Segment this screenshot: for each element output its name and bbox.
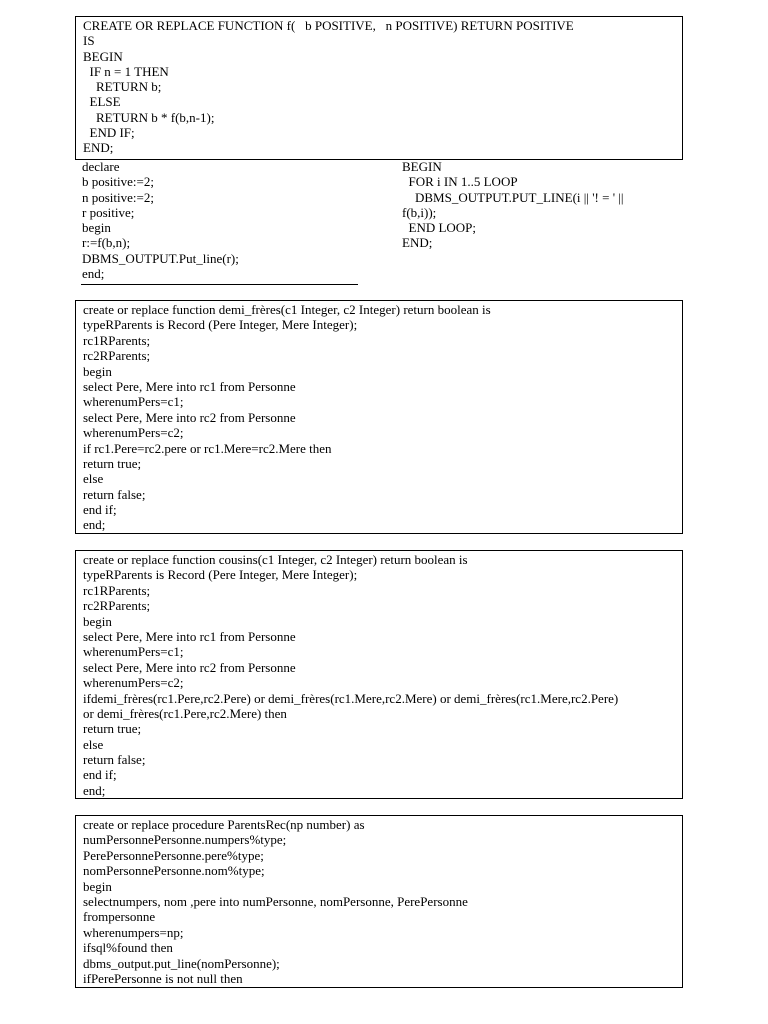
code-line: begin	[83, 878, 112, 894]
code-line: RETURN b * f(b,n-1);	[83, 109, 215, 125]
code-line: IF n = 1 THEN	[83, 63, 169, 79]
code-line: CREATE OR REPLACE FUNCTION f( b POSITIVE, n POSITIVE) RETURN POSITIVE	[83, 18, 574, 33]
code-line: begin	[83, 613, 112, 629]
code-line: select Pere, Mere into rc1 from Personne	[83, 378, 296, 394]
code-line: select Pere, Mere into rc1 from Personne	[83, 628, 296, 644]
code-line: return false;	[83, 486, 146, 502]
code-line: wherenumPers=c1;	[83, 394, 184, 410]
code-line: if rc1.Pere=rc2.pere or rc1.Mere=rc2.Mere then	[83, 440, 332, 456]
code-line: select Pere, Mere into rc2 from Personne	[83, 409, 296, 425]
code-line: declare	[82, 159, 120, 174]
loop-block-code	[402, 159, 692, 251]
code-line: create or replace procedure ParentsRec(np number) as	[83, 817, 365, 832]
function-cousins-code-box	[75, 550, 683, 799]
code-line: return false;	[83, 752, 146, 768]
code-lines	[402, 159, 692, 251]
code-line: numPersonnePersonne.numpers%type;	[83, 832, 287, 848]
code-line: wherenumPers=c1;	[83, 644, 184, 660]
code-line: f(b,i));	[402, 204, 437, 220]
code-line: END IF;	[83, 125, 135, 141]
code-line: begin	[82, 220, 111, 236]
code-line: rc2RParents;	[83, 598, 151, 614]
code-line: DBMS_OUTPUT.Put_line(r);	[82, 250, 239, 266]
code-line: nomPersonnePersonne.nom%type;	[83, 863, 265, 879]
code-line: rc2RParents;	[83, 348, 151, 364]
code-line: return true;	[83, 455, 142, 471]
code-line: b positive:=2;	[82, 174, 154, 190]
code-line: wherenumPers=c2;	[83, 425, 184, 441]
code-line: end;	[82, 266, 105, 282]
code-line: rc1RParents;	[83, 582, 151, 598]
code-line: n positive:=2;	[82, 189, 154, 205]
code-line: BEGIN	[83, 48, 123, 64]
code-line: end;	[83, 782, 106, 798]
code-line: r positive;	[82, 204, 135, 220]
code-lines	[83, 18, 682, 156]
code-line: create or replace function demi_frères(c1 Integer, c2 Integer) return boolean is	[83, 302, 491, 317]
procedure-parentsrec-code-box	[75, 815, 683, 988]
code-line: return true;	[83, 721, 142, 737]
code-lines	[83, 817, 682, 986]
code-line: ifsql%found then	[83, 940, 173, 956]
code-line: typeRParents is Record (Pere Integer, Mere Integer);	[83, 567, 358, 583]
code-lines	[83, 302, 682, 533]
code-line: else	[83, 471, 104, 487]
code-line: end if;	[83, 502, 117, 518]
code-line: selectnumpers, nom ,pere into numPersonne, nomPersonne, PerePersonne	[83, 893, 468, 909]
code-line: r:=f(b,n);	[82, 235, 131, 251]
code-line: wherenumPers=c2;	[83, 675, 184, 691]
code-line: PerePersonnePersonne.pere%type;	[83, 847, 264, 863]
code-line: else	[83, 736, 104, 752]
code-line: end if;	[83, 767, 117, 783]
divider-line	[81, 284, 358, 285]
code-line: END;	[402, 235, 433, 251]
code-line: begin	[83, 363, 112, 379]
code-line: dbms_output.put_line(nomPersonne);	[83, 955, 280, 971]
code-line: frompersonne	[83, 909, 156, 925]
code-line: END LOOP;	[402, 220, 477, 236]
code-line: select Pere, Mere into rc2 from Personne	[83, 659, 296, 675]
code-line: or demi_frères(rc1.Pere,rc2.Mere) then	[83, 705, 287, 721]
code-line: RETURN b;	[83, 79, 162, 95]
declare-block-code	[82, 159, 382, 281]
code-line: wherenumpers=np;	[83, 924, 184, 940]
function-demi-freres-code-box	[75, 300, 683, 534]
code-line: FOR i IN 1..5 LOOP	[402, 174, 518, 190]
code-line: DBMS_OUTPUT.PUT_LINE(i || '! = ' ||	[402, 189, 624, 205]
code-line: BEGIN	[402, 159, 442, 174]
code-lines	[83, 552, 682, 798]
code-line: end;	[83, 517, 106, 533]
code-line: END;	[83, 140, 114, 156]
code-line: create or replace function cousins(c1 Integer, c2 Integer) return boolean is	[83, 552, 468, 567]
code-lines	[82, 159, 382, 281]
code-line: ifPerePersonne is not null then	[83, 970, 243, 986]
code-line: IS	[83, 33, 95, 49]
code-line: ifdemi_frères(rc1.Pere,rc2.Pere) or demi_frères(rc1.Mere,rc2.Mere) or demi_frères(rc1.Mere,rc2.Pere)	[83, 690, 619, 706]
code-line: typeRParents is Record (Pere Integer, Mere Integer);	[83, 317, 358, 333]
function-f-code-box	[75, 16, 683, 160]
code-line: rc1RParents;	[83, 332, 151, 348]
code-line: ELSE	[83, 94, 121, 110]
